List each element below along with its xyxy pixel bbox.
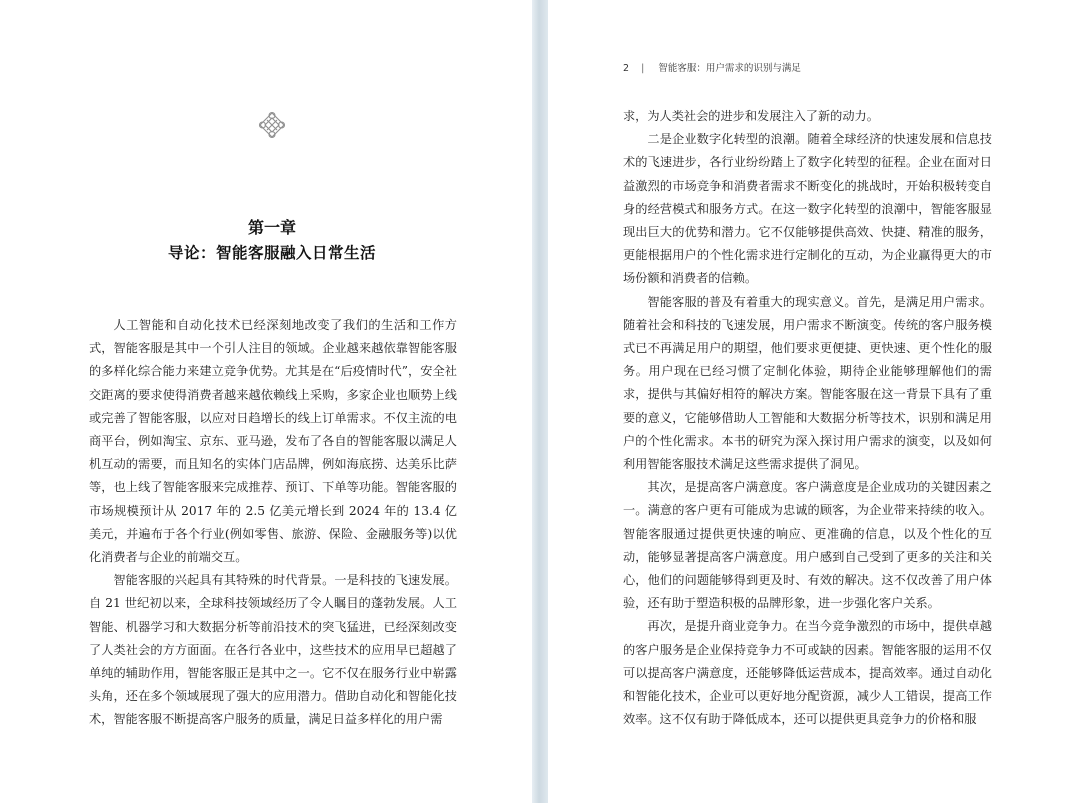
header-separator: | <box>641 63 645 74</box>
paragraph: 人工智能和自动化技术已经深刻地改变了我们的生活和工作方式，智能客服是其中一个引人注目的领域。企业越来越依靠智能客服的多样化综合能力来建立竞争优势。尤其是在“后疫情时代”，安全社交距离的要求使得消费者越来越依赖线上采购，多家企业也顺势上线或完善了智能客服，以应对日趋增长的线上订单需求。不仅主流的电商平台，例如淘宝、京东、亚马逊，发布了各自的智能客服以满足人机互动的需要，而且知名的实体门店品牌，例如海底捞、达美乐比萨等，也上线了智能客服来完成推荐、预订、下单等功能。智能客服的市场规模预计从 2017 年的 2.5 亿美元增长到 2024 年的 13.4 亿美元，并遍布于各个行业(例如零售、旅游、保险、金融服务等)以优化消费者与企业的前端交互。 <box>89 318 457 565</box>
paragraph: 二是企业数字化转型的浪潮。随着全球经济的快速发展和信息技术的飞速进步，各行业纷纷踏上了数字化转型的征程。企业在面对日益激烈的市场竞争和消费者需求不断变化的挑战时，开始积极转变自身的经营模式和服务方式。在这一数字化转型的浪潮中，智能客服显现出巨大的优势和潜力。它不仅能够提供高效、快捷、精准的服务，更能根据用户的个性化需求进行定制化的互动，为企业赢得更大的市场份额和消费者的信赖。 <box>623 132 992 286</box>
right-body <box>623 105 992 731</box>
running-head <box>623 63 801 75</box>
running-title: 智能客服：用户需求的识别与满足 <box>658 63 801 74</box>
chapter-number: 第一章 <box>247 218 296 237</box>
right-page <box>548 0 1079 803</box>
chapter-title: 导论：智能客服融入日常生活 <box>167 244 376 262</box>
knot-ornament-icon <box>257 110 287 140</box>
page-number: 2 <box>623 63 630 74</box>
paragraph: 智能客服的兴起具有其特殊的时代背景。一是科技的飞速发展。自 21 世纪初以来，全球科技领域经历了令人瞩目的蓬勃发展。人工智能、机器学习和大数据分析等前沿技术的突飞猛进，已经深刻改变了人类社会的方方面面。在各行各业中，这些技术的应用早已超越了单纯的辅助作用，智能客服正是其中之一。它不仅在服务行业中崭露头角，还在多个领域展现了强大的应用潜力。借助自动化和智能化技术，智能客服不断提高客户服务的质量，满足日益多样化的用户需 <box>89 573 457 727</box>
book-gutter <box>532 0 548 803</box>
paragraph: 其次，是提高客户满意度。客户满意度是企业成功的关键因素之一。满意的客户更有可能成为忠诚的顾客，为企业带来持续的收入。智能客服通过提供更快速的响应、更准确的信息，以及个性化的互动，能够显著提高客户满意度。用户感到自己受到了更多的关注和关心，他们的问题能够得到更及时、有效的解决。这不仅改善了用户体验，还有助于塑造积极的品牌形象，进一步强化客户关系。 <box>623 480 992 611</box>
paragraph: 智能客服的普及有着重大的现实意义。首先，是满足用户需求。随着社会和科技的飞速发展，用户需求不断演变。传统的客户服务模式已不再满足用户的期望，他们要求更便捷、更快速、更个性化的服务。用户现在已经习惯了定制化体验，期待企业能够理解他们的需求，提供与其偏好相符的解决方案。智能客服在这一背景下具有了重要的意义，它能够借助人工智能和大数据分析等技术，识别和满足用户的个性化需求。本书的研究为深入探讨用户需求的演变，以及如何利用智能客服技术满足这些需求提供了洞见。 <box>623 294 992 472</box>
left-page <box>0 0 532 803</box>
paragraph: 再次，是提升商业竞争力。在当今竞争激烈的市场中，提供卓越的客户服务是企业保持竞争力不可或缺的因素。智能客服的运用不仅可以提高客户满意度，还能够降低运营成本，提高效率。通过自动化和智能化技术，企业可以更好地分配资源，减少人工错误，提高工作效率。这不仅有助于降低成本，还可以提供更具竞争力的价格和服 <box>623 619 992 727</box>
paragraph-continuation: 求，为人类社会的进步和发展注入了新的动力。 <box>623 109 879 123</box>
left-body <box>89 314 457 732</box>
